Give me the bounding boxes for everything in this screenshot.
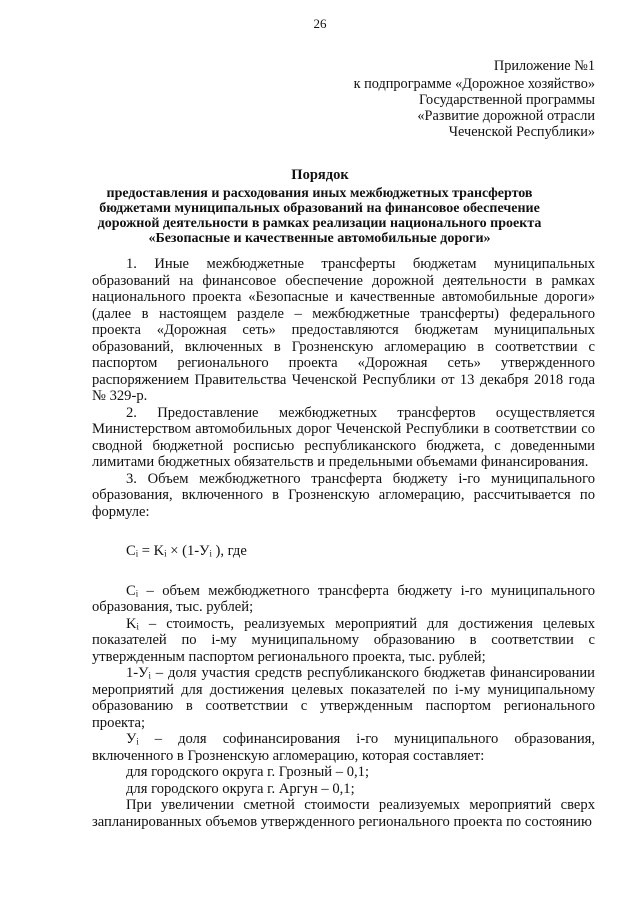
- definition-one-minus-u: 1-Уᵢ – доля участия средств республиканского бюджетав финансировании мероприятий для достижения целевых показателей по i-му муниципальному образованию в соответствии с утвержденным паспортом регионального проекта;: [92, 665, 595, 731]
- annex-line: Государственной программы: [419, 92, 595, 108]
- document-title: Порядок: [291, 167, 349, 183]
- annex-title: Приложение №1: [493, 58, 595, 74]
- definition-k: Kᵢ – стоимость, реализуемых мероприятий для достижения целевых показателей по i-му муниципальному образованию в соответствии с утвержденным паспортом регионального проекта, тыс. рублей;: [92, 615, 595, 665]
- definition-c: Cᵢ – объем межбюджетного трансферта бюджету i-го муниципального образования, тыс. рублей;: [92, 582, 595, 615]
- paragraph-3: 3. Объем межбюджетного трансферта бюджету i-го муниципального образования, включенного в Грозненскую агломерацию, рассчитывается по формуле:: [92, 470, 595, 520]
- paragraph-1: 1. Иные межбюджетные трансферты бюджетам муниципальных образований на финансовое обеспечение дорожной деятельности в рамках национального проекта «Безопасные и качественные автомобильные дороги» (далее в настоящем разделе – межбюджетные трансферты) федерального проекта «Дорожная сеть» предоставляются бюджетам муниципальных образований, включенных в Грозненскую агломерацию в соответствии с паспортом регионального проекта «Дорожная сеть» утвержденного распоряжением Правительства Чеченской Республики от 13 декабря 2018 года № 329-р.: [92, 256, 595, 404]
- document-body: [92, 256, 595, 830]
- paragraph-last: При увеличении сметной стоимости реализуемых мероприятий сверх запланированных объемов утвержденного регионального проекта по состоянию: [92, 797, 595, 830]
- list-item-grozny: для городского округа г. Грозный – 0,1;: [126, 764, 370, 780]
- annex-line: «Развитие дорожной отрасли: [417, 108, 595, 124]
- list-item-argun: для городского округа г. Аргун – 0,1;: [126, 780, 355, 797]
- formula: Cᵢ = Kᵢ × (1-Уᵢ ), где: [126, 543, 247, 559]
- page-number: 26: [313, 16, 327, 31]
- annex-line: к подпрограмме «Дорожное хозяйство»: [353, 76, 595, 92]
- definition-u: Уᵢ – доля софинансирования i-го муниципального образования, включенного в Грозненскую агломерацию, которая составляет:: [92, 731, 595, 764]
- paragraph-2: 2. Предоставление межбюджетных трансфертов осуществляется Министерством автомобильных дорог Чеченской Республики в соответствии со сводной бюджетной росписью республиканского бюджета, с доведенными лимитами бюджетных обязательств и предельными объемами финансирования.: [92, 404, 595, 470]
- annex-block: [295, 58, 595, 140]
- document-subtitle: предоставления и расходования иных межбюджетных трансфертов бюджетами муниципальных образований на финансовое обеспечение дорожной деятельности в рамках реализации национального проекта «Безопасные и качественные автомобильные дороги»: [97, 186, 542, 246]
- annex-line: Чеченской Республики»: [448, 124, 595, 140]
